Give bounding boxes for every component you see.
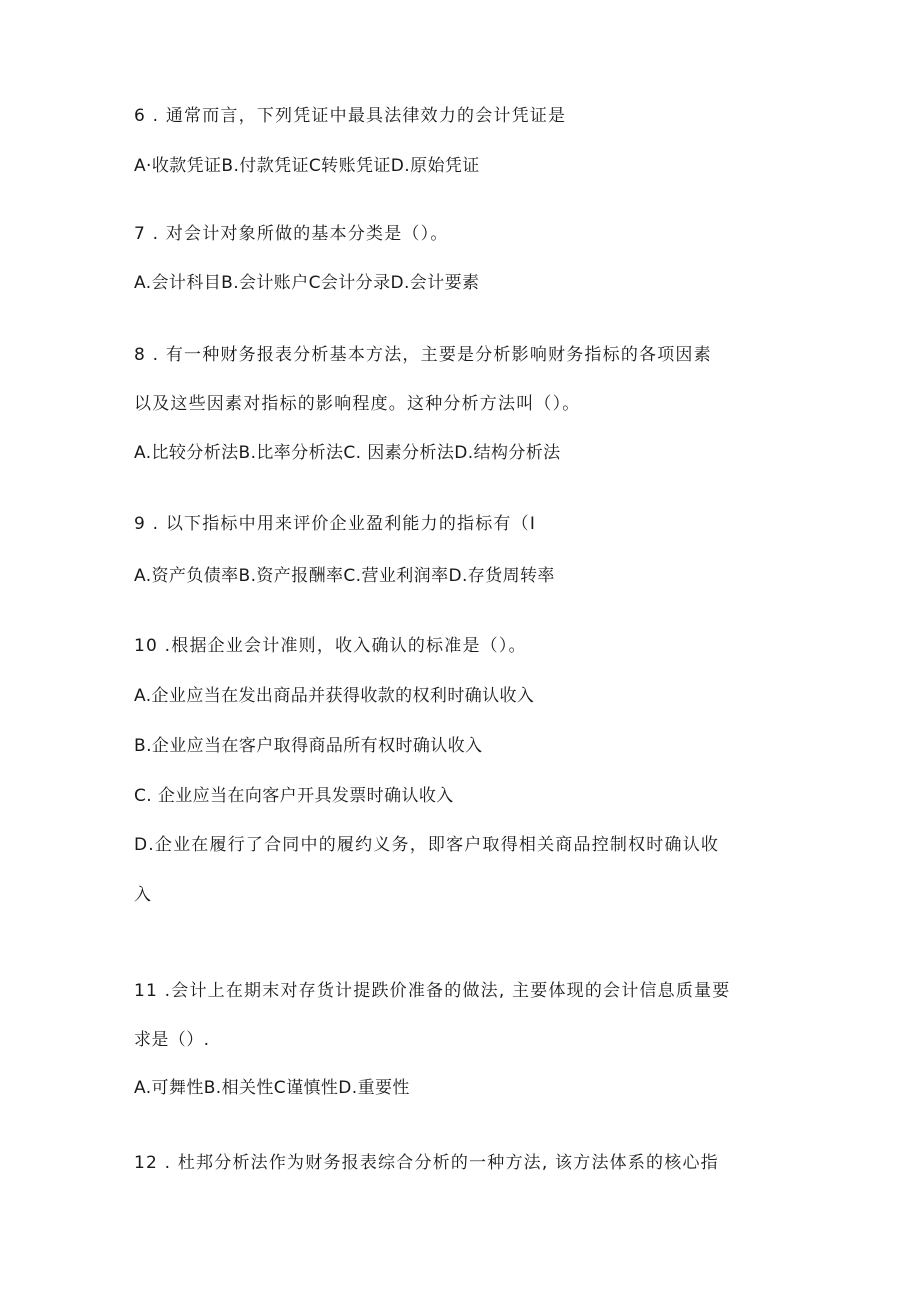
question-10: 10 .根据企业会计准则，收入确认的标准是（）。: [134, 636, 527, 656]
options-8: A.比较分析法B.比率分析法C. 因素分析法D.结构分析法: [134, 443, 561, 463]
options-9: A.资产负债率B.资产报酬率C.营业利润率D.存货周转率: [134, 566, 555, 586]
option-10-c: C. 企业应当在向客户开具发票时确认收入: [134, 786, 454, 806]
question-12: 12 . 杜邦分析法作为财务报表综合分析的一种方法, 该方法体系的核心指: [134, 1153, 719, 1173]
options-7: A.会计科目B.会计账户C会计分录D.会计要素: [134, 273, 480, 293]
question-7: 7 . 对会计对象所做的基本分类是（）。: [134, 224, 449, 244]
option-10-d-line-1: D.企业在履行了合同中的履约义务，即客户取得相关商品控制权时确认收: [134, 835, 720, 855]
question-9: 9 . 以下指标中用来评价企业盈利能力的指标有（I: [134, 514, 537, 534]
options-6: A·收款凭证B.付款凭证C转账凭证D.原始凭证: [134, 156, 480, 176]
option-10-d-line-2: 入: [134, 885, 152, 905]
question-8-line-2: 以及这些因素对指标的影响程度。这种分析方法叫（）。: [134, 394, 581, 414]
question-11-line-1: 11 .会计上在期末对存货计提跌价准备的做法, 主要体现的会计信息质量要: [134, 981, 731, 1001]
question-11-line-2: 求是（）.: [134, 1030, 210, 1050]
option-10-a: A.企业应当在发出商品并获得收款的权利时确认收入: [134, 686, 535, 706]
question-6: 6 . 通常而言，下列凭证中最具法律效力的会计凭证是: [134, 106, 567, 126]
option-10-b: B.企业应当在客户取得商品所有权时确认收入: [134, 736, 483, 756]
options-11: A.可舞性B.相关性C谨慎性D.重要性: [134, 1078, 410, 1098]
question-8-line-1: 8 . 有一种财务报表分析基本方法，主要是分析影响财务指标的各项因素: [134, 345, 712, 365]
